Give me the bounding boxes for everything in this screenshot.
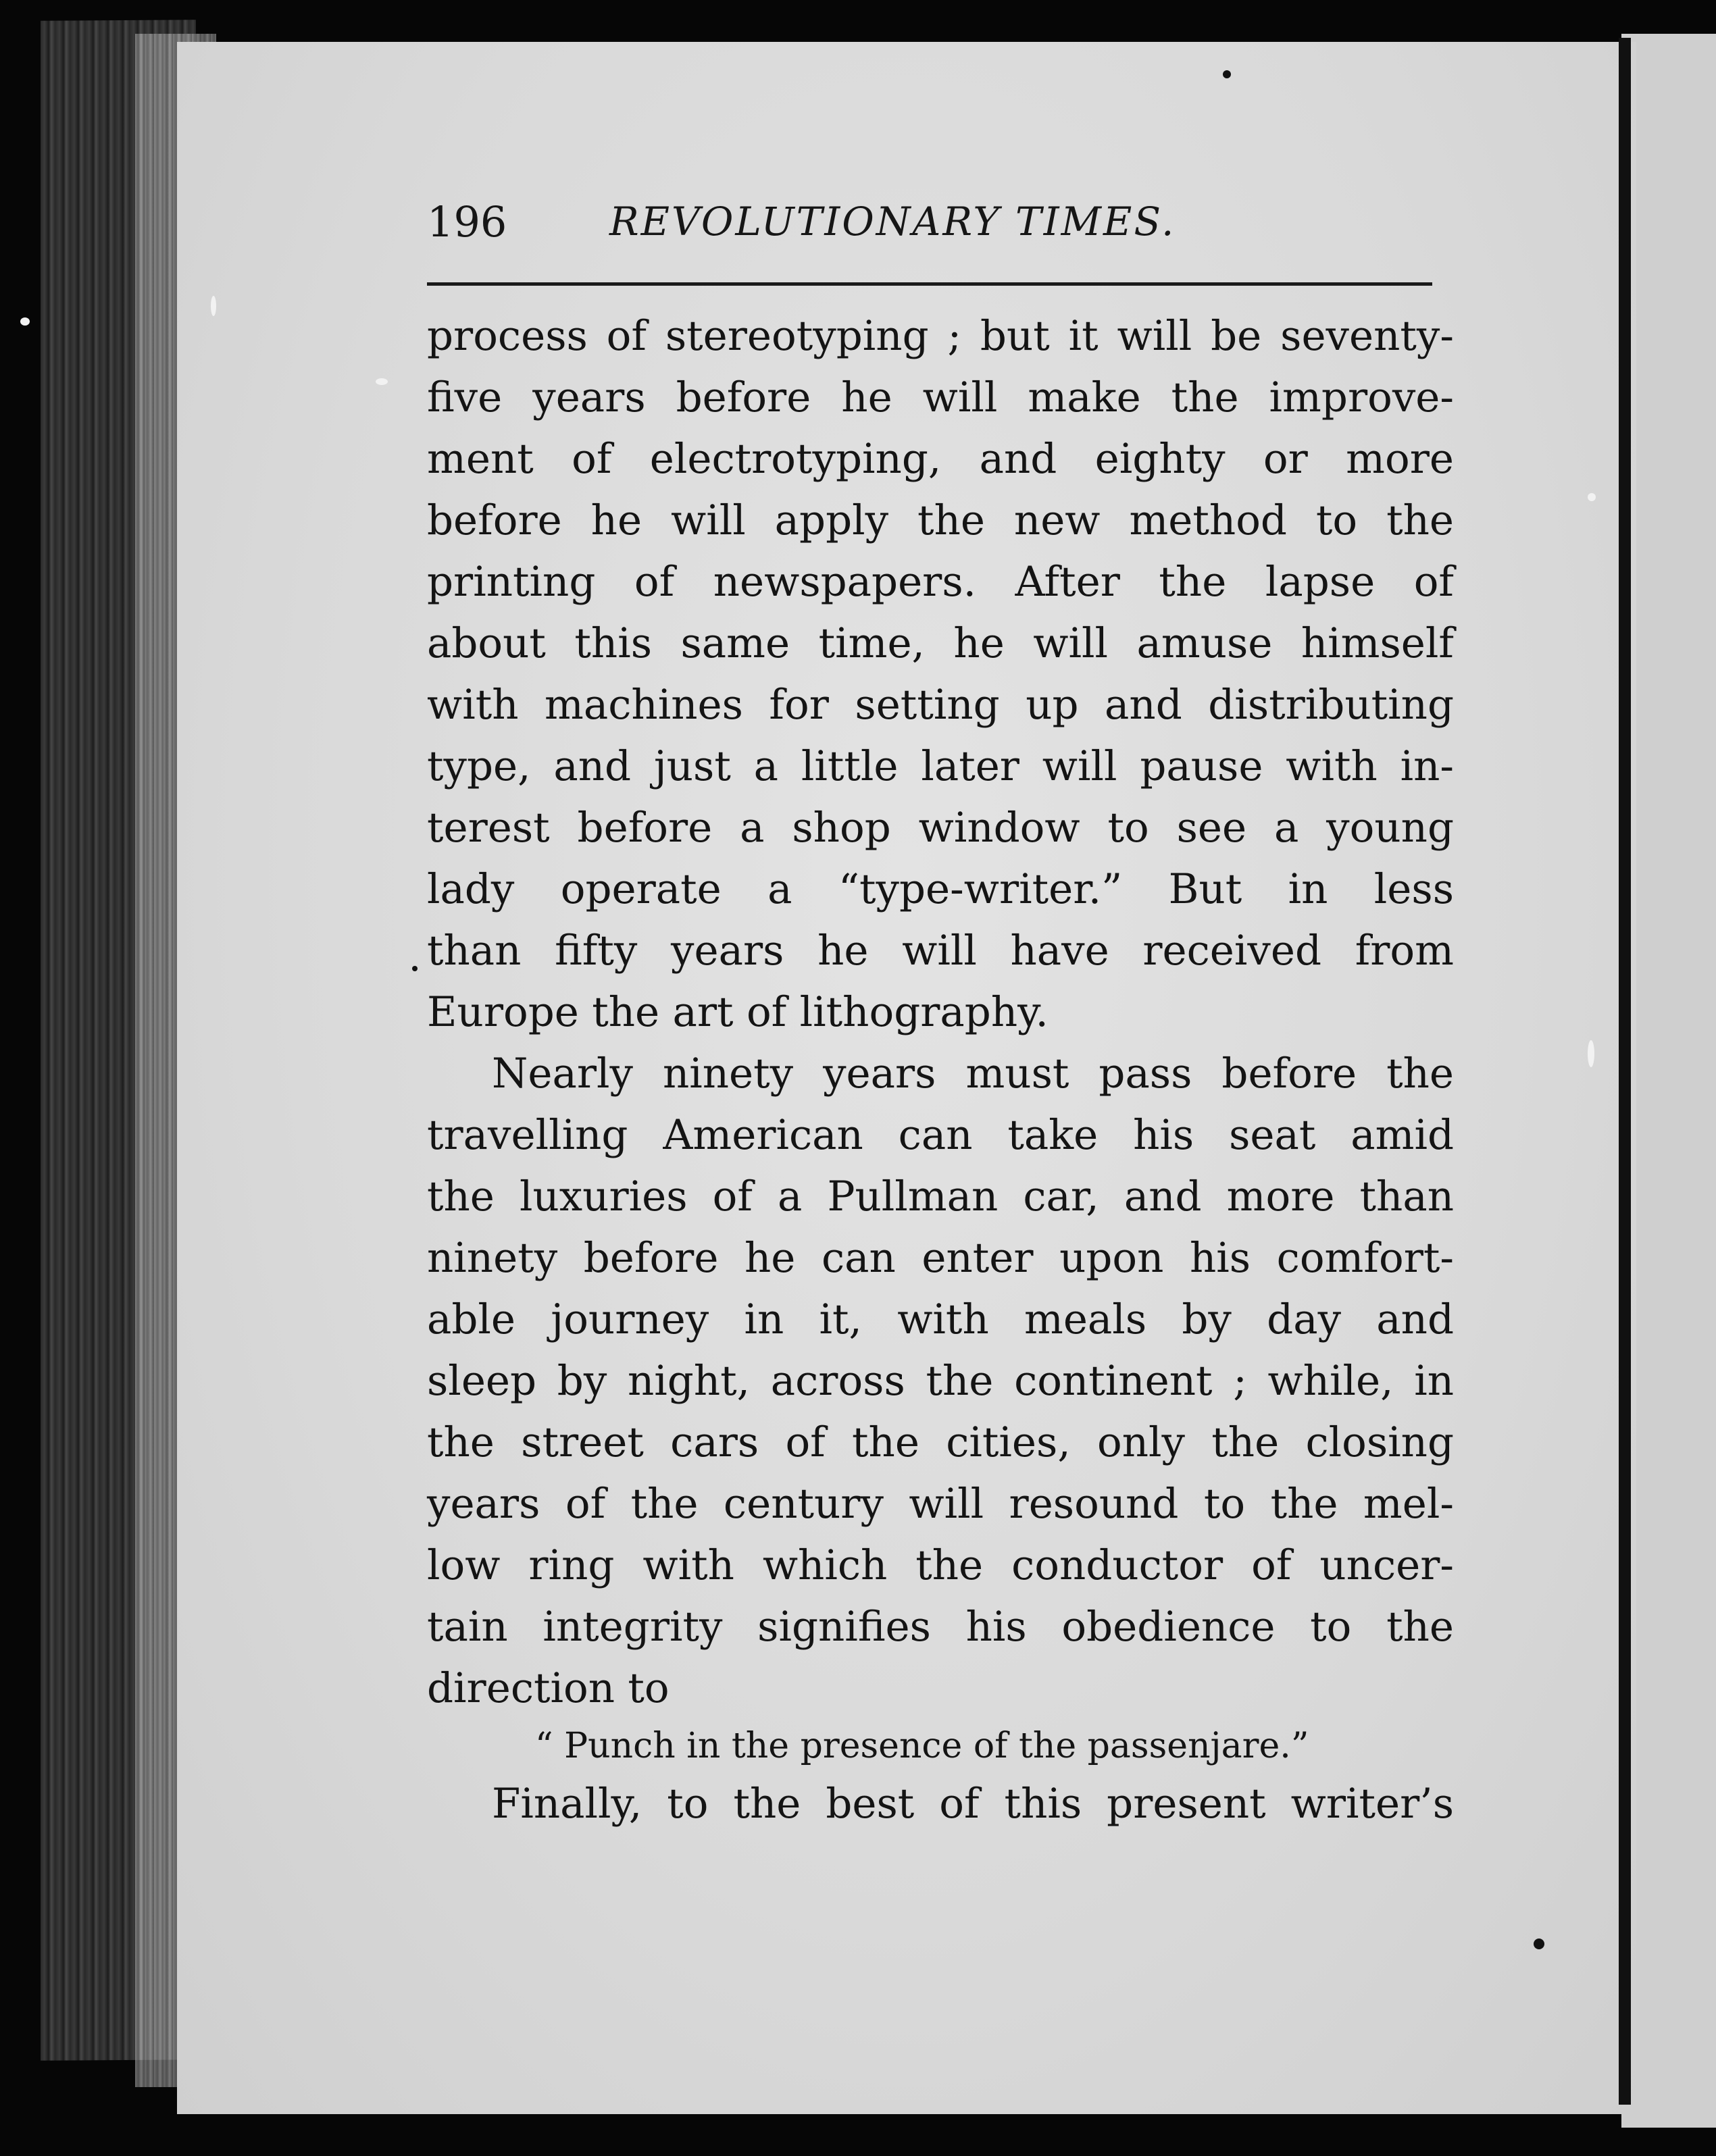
- dust-speck: [211, 296, 216, 316]
- text-line: low ring with which the conductor of uncer-: [427, 1541, 1454, 1589]
- header-rule: [427, 282, 1432, 286]
- text-line: before he will apply the new method to the: [427, 496, 1454, 544]
- text-line: years of the century will resound to the mel-: [427, 1480, 1454, 1528]
- text-line: five years before he will make the improve-: [427, 374, 1454, 421]
- paragraph-2: [427, 1043, 1454, 1719]
- text-line: direction to: [427, 1664, 670, 1712]
- gutter-shadow: [1619, 38, 1631, 2105]
- ink-speck: [1223, 70, 1231, 78]
- text-line: ment of electrotyping, and eighty or more: [427, 435, 1454, 483]
- text-line: the street cars of the cities, only the closing: [427, 1418, 1454, 1466]
- text-line: Finally, to the best of this present writer’s: [492, 1780, 1454, 1828]
- text-line: tain integrity signifies his obedience to the: [427, 1603, 1454, 1651]
- text-line: Nearly ninety years must pass before the: [492, 1050, 1454, 1098]
- dust-speck: [1588, 493, 1596, 501]
- text-line: type, and just a little later will pause with in-: [427, 742, 1454, 790]
- block-quote: “ Punch in the presence of the passenjare.”: [535, 1726, 1309, 1766]
- page-number: 196: [427, 197, 507, 247]
- dust-speck: [20, 317, 30, 326]
- text-line: about this same time, he will amuse himself: [427, 619, 1454, 667]
- text-line: with machines for setting up and distributing: [427, 681, 1454, 729]
- text-line: than fifty years he will have received from: [427, 927, 1454, 975]
- dust-speck: [1588, 1040, 1594, 1067]
- body-text: [427, 305, 1454, 1834]
- ink-speck: [412, 966, 418, 971]
- text-line: terest before a shop window to see a young: [427, 804, 1454, 852]
- paragraph-3: [427, 1773, 1454, 1834]
- text-line: the luxuries of a Pullman car, and more than: [427, 1173, 1454, 1221]
- dust-speck: [376, 378, 388, 385]
- running-head: REVOLUTIONARY TIMES.: [609, 199, 1176, 245]
- ink-speck: [1534, 1939, 1544, 1949]
- text-line: travelling American can take his seat amid: [427, 1111, 1454, 1159]
- text-line: able journey in it, with meals by day and: [427, 1295, 1454, 1343]
- text-line: printing of newspapers. After the lapse of: [427, 558, 1454, 606]
- page-header: [427, 197, 1440, 265]
- text-line: lady operate a “type-writer.” But in less: [427, 865, 1454, 913]
- text-line: process of stereotyping ; but it will be seventy-: [427, 312, 1454, 360]
- paragraph-1: [427, 305, 1454, 1043]
- text-line: sleep by night, across the continent ; while, in: [427, 1357, 1454, 1405]
- text-line: ninety before he can enter upon his comfort-: [427, 1234, 1454, 1282]
- text-line: Europe the art of lithography.: [427, 988, 1049, 1036]
